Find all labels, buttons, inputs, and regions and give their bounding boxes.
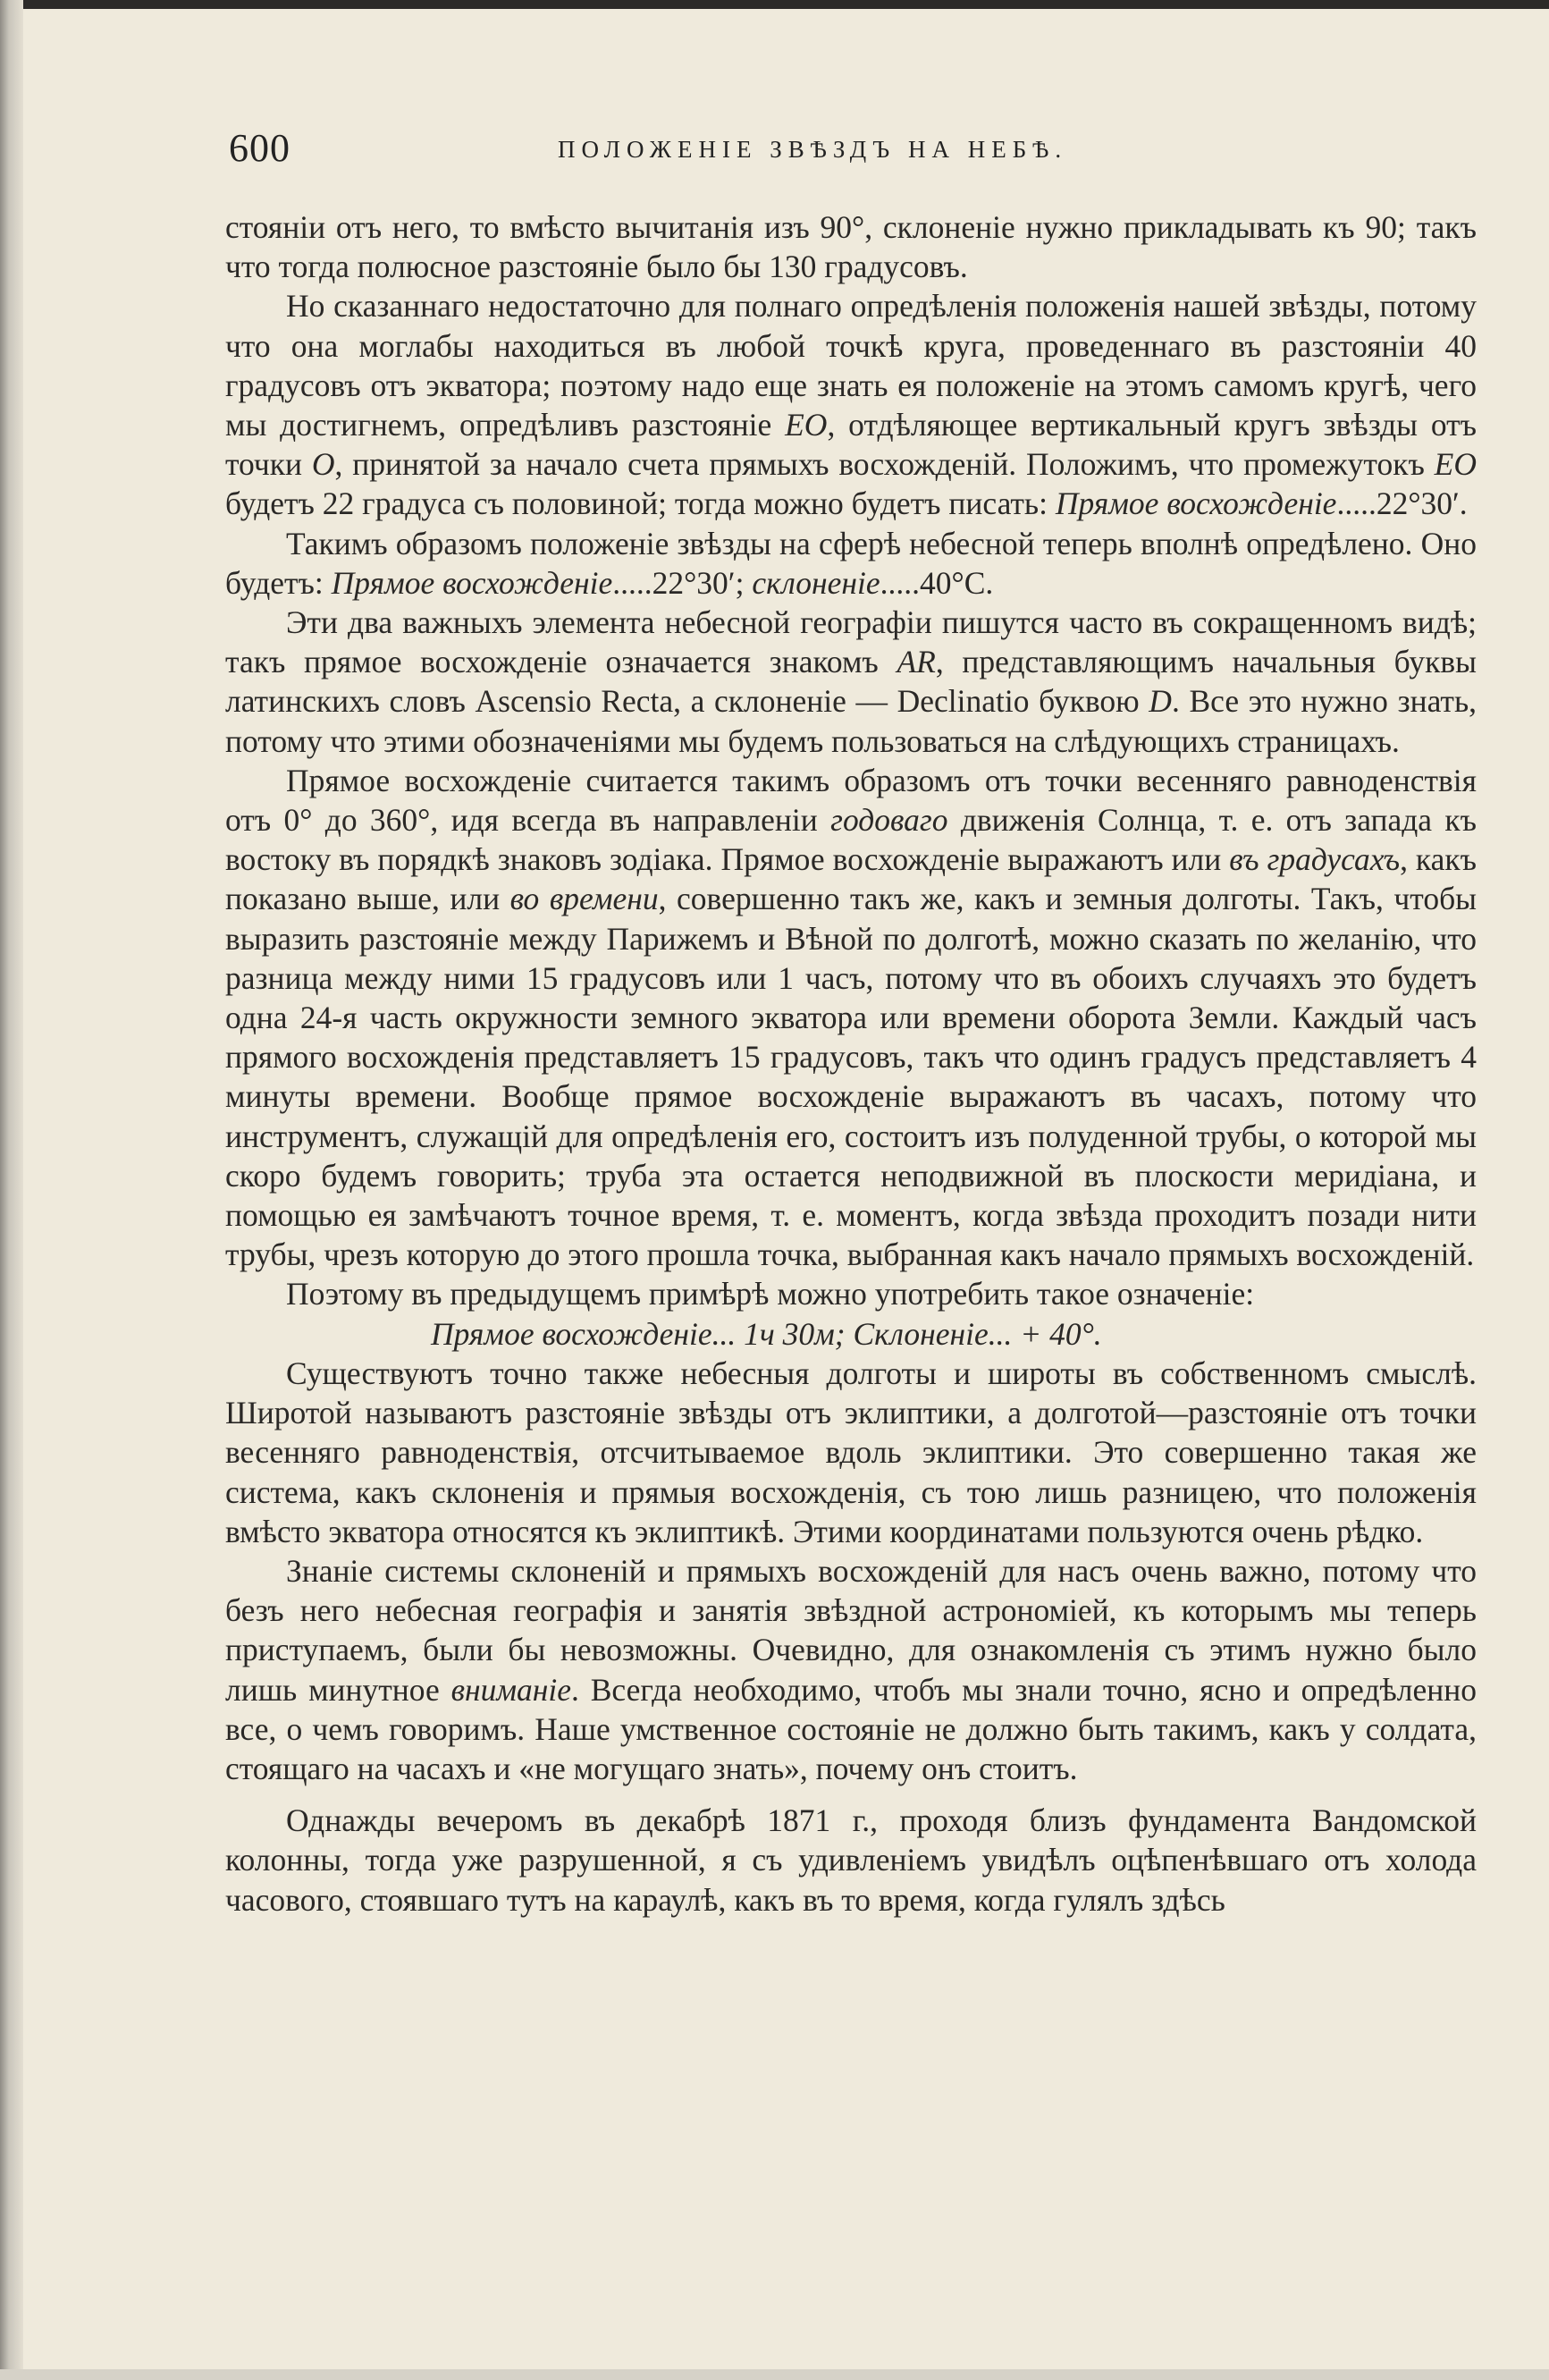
text-run: Такимъ образомъ положеніе звѣзды на сферѣ небесной теперь вполнѣ опредѣлено. Оно будетъ: <box>225 525 1477 601</box>
text-run: , какъ показано выше, или <box>225 841 1477 917</box>
scan-bottom-edge <box>0 2369 1549 2380</box>
paragraph <box>225 603 1477 761</box>
text-run: .....22°30′; <box>612 564 753 601</box>
italic-run: во времени <box>509 881 659 917</box>
text-run: ... 1ч 30м; <box>711 1315 854 1352</box>
italic-run: вниманіе <box>450 1671 572 1708</box>
text-run: . Всегда необходимо, чтобъ мы знали точно, ясно и опредѣленно все, о чемъ говоримъ. Наше умственное состояніе не должно быть такимъ, какъ у солдата, стоящаго на часахъ и «не могущаго знать», почему онъ стоитъ. <box>225 1671 1477 1786</box>
text-run: Но сказаннаго недостаточно для полнаго опредѣленія положенія нашей звѣзды, потому что она моглабы находиться въ любой точкѣ круга, проведеннаго въ разстояніи 40 градусовъ отъ экватора; поэтому надо еще знать ея положеніе на этомъ самомъ кругѣ, чего мы достигнемъ, опредѣливъ разстояніе <box>225 288 1477 443</box>
scan-left-edge <box>0 0 23 2380</box>
text-run: , принятой за начало счета прямыхъ восхожденій. Положимъ, что промежутокъ <box>334 446 1435 483</box>
body-text <box>225 207 1477 1920</box>
formula-line <box>225 1314 1477 1354</box>
italic-run: въ градусахъ <box>1229 841 1401 878</box>
text-run: Знаніе системы склоненій и прямыхъ восхожденій для насъ очень важно, потому что безъ него небесная географія и занятія звѣздной астрономіей, къ которымъ мы теперь приступаемъ, были бы невозможны. Очевидно, для ознакомленія съ этимъ нужно было лишь минутное <box>225 1552 1477 1708</box>
text-run: Поэтому въ предыдущемъ примѣрѣ можно употребить такое означеніе: <box>286 1276 1255 1312</box>
text-run: .....22°30′. <box>1336 485 1468 522</box>
italic-run: Прямое восхожденіе <box>331 564 613 601</box>
text-run: ... + 40°. <box>988 1315 1102 1352</box>
text-run: , представляющимъ начальныя буквы латинскихъ словъ Ascensio Recta, а склоненіе — Declinatio буквою <box>225 644 1477 720</box>
text-run: будетъ 22 градуса съ половиной; тогда можно будетъ писать: <box>225 485 1056 522</box>
paragraph <box>225 524 1477 603</box>
italic-run: AR <box>897 644 936 680</box>
italic-run: EO <box>1434 446 1477 483</box>
scan-top-edge <box>0 0 1549 9</box>
italic-run: D <box>1149 683 1172 720</box>
page-number: 600 <box>229 126 290 170</box>
text-run: Существуютъ точно также небесныя долготы и широты въ собственномъ смыслѣ. Широтой называютъ разстояніе звѣзды отъ эклиптики, а долготой—разстояніе отъ точки весенняго равноденствія, отсчитываемое вдоль эклиптики. Это совершенно такая же система, какъ склоненія и прямыя восхожденія, съ тою лишь разницею, что положенія вмѣсто экватора относятся къ эклиптикѣ. Этими координатами пользуются очень рѣдко. <box>225 1355 1477 1549</box>
text-run: стояніи отъ него, то вмѣсто вычитанія изъ 90°, склоненіе нужно прикладывать къ 90; такъ что тогда полюсное разстояніе было бы 130 градусовъ. <box>225 209 1477 285</box>
text-run: Прямое восхожденіе считается такимъ образомъ отъ точки весенняго равноденствія отъ 0° до 360°, идя всегда въ направленіи <box>225 762 1477 839</box>
paragraph <box>225 1354 1477 1551</box>
text-run: , совершенно такъ же, какъ и земныя долготы. Такъ, чтобы выразить разстояніе между Парижемъ и Вѣной по долготѣ, можно сказать по желанію, что разница между ними 15 градусовъ или 1 часъ, потому что въ обоихъ случаяхъ это будетъ одна 24-я часть окружности земного экватора или времени оборота Земли. Каждый часъ прямого восхожденія представляетъ 15 градусовъ, такъ что одинъ градусъ представляетъ 4 минуты времени. Вообще прямое восхожденіе выражаютъ въ часахъ, потому что инструментъ, служащій для опредѣленія его, состоитъ изъ полуденной трубы, о которой мы скоро будемъ говорить; труба эта остается неподвижной въ плоскости меридіана, и помощью ея замѣчаютъ точное время, т. е. моментъ, когда звѣзда проходитъ позади нити трубы, чрезъ которую до этого прошла точка, выбранная какъ начало прямыхъ восхожденій. <box>225 881 1477 1273</box>
paragraph <box>225 1274 1477 1313</box>
italic-run: годоваго <box>830 802 948 839</box>
italic-run: Прямое восхожденіе <box>1055 485 1337 522</box>
text-run: движенія Солнца, т. е. отъ запада къ востоку въ порядкѣ знаковъ зодіака. Прямое восхожденіе выражаютъ или <box>225 802 1477 878</box>
paragraph <box>225 1551 1477 1788</box>
paragraph <box>225 207 1477 286</box>
text-run: Эти два важныхъ элемента небесной географіи пишутся часто въ сокращенномъ видѣ; такъ прямое восхожденіе означается знакомъ <box>225 604 1477 680</box>
paragraph <box>225 1801 1477 1920</box>
paragraph <box>225 761 1477 1275</box>
italic-run: EO <box>785 407 828 443</box>
paragraph <box>225 286 1477 523</box>
italic-run: O <box>311 446 335 483</box>
italic-run: Прямое восхожденіе <box>431 1315 712 1352</box>
text-run: Однажды вечеромъ въ декабрѣ 1871 г., проходя близъ фундамента Вандомской колонны, тогда уже разрушенной, я съ удивленіемъ увидѣлъ оцѣпенѣвшаго отъ холода часового, стоявшаго тутъ на караулѣ, какъ въ то время, когда гулялъ здѣсь <box>225 1802 1477 1918</box>
running-title: ПОЛОЖЕНІЕ ЗВѢЗДЪ НА НЕБѢ. <box>558 136 1068 163</box>
text-run: , отдѣляющее вертикальный кругъ звѣзды отъ точки <box>225 407 1477 483</box>
text-run: . Все это нужно знать, потому что этими обозначеніями мы будемъ пользоваться на слѣдующихъ страницахъ. <box>225 683 1477 759</box>
italic-run: Склоненіе <box>853 1315 989 1352</box>
page-header <box>229 125 1480 170</box>
italic-run: склоненіе <box>752 564 880 601</box>
text-run: .....40°С. <box>880 564 994 601</box>
